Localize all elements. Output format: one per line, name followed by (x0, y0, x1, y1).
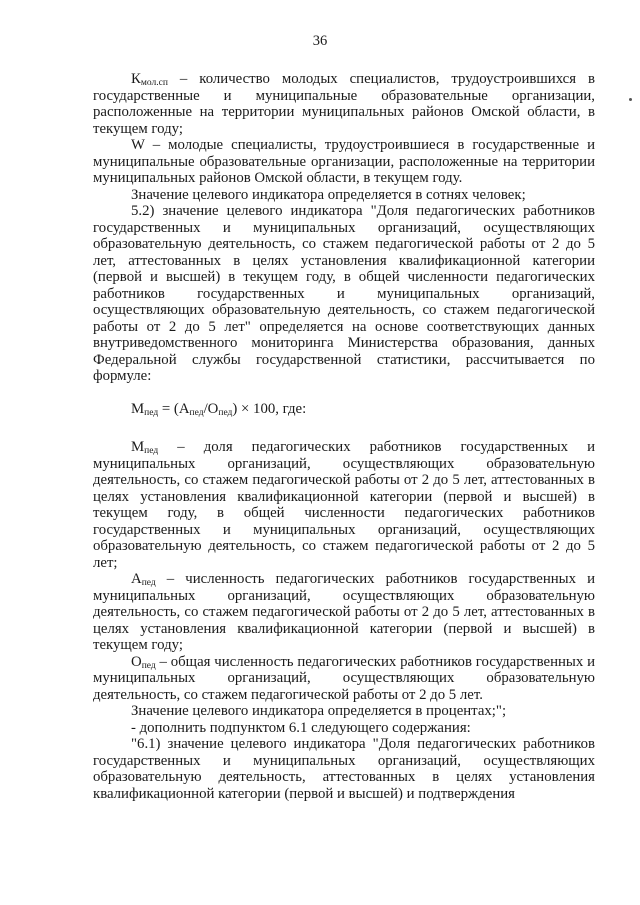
symbol: М (131, 439, 145, 455)
formula (93, 401, 595, 418)
formula-m: М (131, 400, 145, 417)
paragraph-5-2: 5.2) значение целевого индикатора "Доля педагогических работников государственных и муниципальных организаций, осуществляющих образовательную деятельность, со стажем педагогической работы от 2 до 5 лет, аттестованных в целях установления квалификационной категории (первой и высшей) в текущем году, в общей численности педагогических работников государственных и муниципальных организаций, осуществляющих образовательную деятельность, со стажем педагогической работы от 2 до 5 лет" определяется на основе соответствующих данных внутриведомственного мониторинга Министерства образования, данных Федеральной службы государственной статистики, рассчитывается по формуле: (93, 203, 595, 384)
symbol: К (131, 71, 141, 87)
definition-m-ped (93, 439, 595, 571)
definition-k-mol-sp (93, 71, 595, 137)
definition-text: – количество молодых специалистов, трудоустроившихся в государственные и муниципальные образовательные организации, расположенные на территории муниципальных районов Омской области, в текущем году; (93, 71, 595, 137)
subscript: мол.сп (140, 78, 168, 88)
formula-eq: = (А (158, 400, 190, 417)
paragraph-add-6-1: - дополнить подпунктом 6.1 следующего содержания: (131, 719, 471, 736)
definition-text: – общая численность педагогических работников государственных и муниципальных организаций, осуществляющих образовательную деятельность, со стажем педагогической работы от 2 до 5 лет. (93, 653, 595, 703)
formula-m-sub: пед (144, 407, 159, 418)
subscript: пед (141, 660, 156, 671)
paragraph-units-percent: Значение целевого индикатора определяется в процентах;"; (131, 703, 507, 719)
subscript: пед (141, 578, 156, 588)
definition-w: W – молодые специалисты, трудоустроившиеся в государственные и муниципальные образовательные организации, расположенные на территории муниципальных районов Омской области, в текущем году. (93, 137, 595, 186)
definition-o-ped (93, 654, 595, 704)
formula-a-sub: пед (189, 407, 204, 418)
formula-slash: /О (203, 400, 219, 417)
scan-dot (629, 98, 632, 101)
definition-a-ped (93, 571, 595, 654)
page-number: 36 (312, 33, 328, 49)
formula-o-sub: пед (218, 407, 233, 418)
paragraph-units-hundreds: Значение целевого индикатора определяется в сотнях человек; (131, 186, 526, 203)
formula-tail: ) × 100, где: (232, 400, 307, 417)
paragraph-6-1: "6.1) значение целевого индикатора "Доля педагогических работников государственных и муниципальных организаций, осуществляющих образовательную деятельность, аттестованных в целях установления квалификационной категории (первой и высшей) и подтверждения (93, 736, 595, 802)
definition-text: – доля педагогических работников государственных и муниципальных организаций, осуществляющих образовательную деятельность, со стажем педагогической работы от 2 до 5 лет, аттестованных в целях установления квалификационной категории (первой и высшей) в текущем году, в общей численности педагогических работников государственных и муниципальных организаций, осуществляющих образовательную деятельность, со стажем педагогической работы от 2 до 5 лет; (93, 439, 595, 571)
subscript: пед (144, 446, 159, 456)
definition-text: – численность педагогических работников государственных и муниципальных организаций, осуществляющих образовательную деятельность, со стажем педагогической работы от 2 до 5 лет, аттестованных в целях установления квалификационной категории (первой и высшей) в текущем году; (93, 571, 595, 653)
symbol: О (131, 653, 142, 670)
symbol: А (131, 571, 142, 587)
document-body (93, 71, 595, 802)
